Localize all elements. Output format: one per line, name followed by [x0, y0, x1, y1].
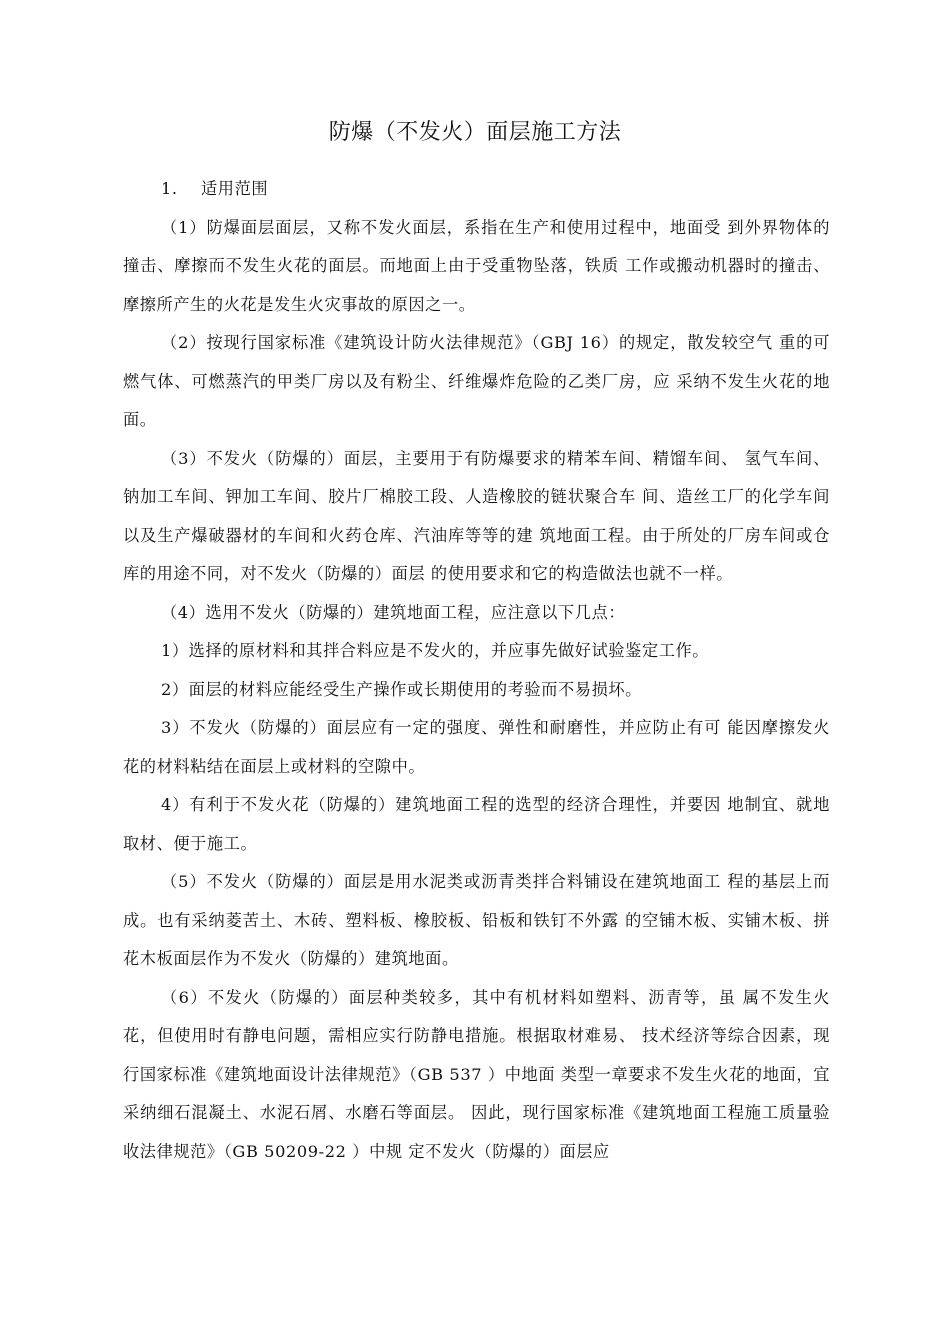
document-title: 防爆（不发火）面层施工方法	[328, 120, 622, 145]
list-item-2: 2）面层的材料应能经受生产操作或长期使用的考验而不易损坏。	[161, 679, 642, 699]
section-heading	[123, 170, 830, 209]
list-item-1: 1）选择的原材料和其拌合料应是不发火的，并应事先做好试验鉴定工作。	[161, 641, 710, 660]
paragraph-1: （1）防爆面层面层，又称不发火面层，系指在生产和使用过程中，地面受 到外界物体的撞击、摩擦而不发生火花的面层。而地面上由于受重物坠落，铁质 工作或搬动机器时的撞击、摩擦所产生的火花是发生火灾事故的原因之一。	[123, 217, 830, 314]
section-heading-text: 适用范围	[201, 179, 269, 198]
paragraph-2: （2）按现行国家标准《建筑设计防火法律规范》（GBJ 16）的规定，散发较空气 重的可燃气体、可燃蒸汽的甲类厂房以及有粉尘、纤维爆炸危险的乙类厂房，应 采纳不发生火花的地面。	[123, 333, 830, 429]
paragraph-4: （4）选用不发火（防爆的）建筑地面工程，应注意以下几点：	[161, 602, 626, 622]
section-number: 1.	[161, 179, 178, 198]
document-body	[123, 170, 830, 1171]
paragraph-5: （5）不发火（防爆的）面层是用水泥类或沥青类拌合料铺设在建筑地面工 程的基层上而成。也有采纳菱苦土、木砖、塑料板、橡胶板、铅板和铁钉不外露 的空铺木板、实铺木板、拼花木板面层作为不发火（防爆的）建筑地面。	[123, 872, 830, 968]
paragraph-6: （6）不发火（防爆的）面层种类较多，其中有机材料如塑料、沥青等，虽 属不发生火花，但使用时有静电问题，需相应实行防静电措施。根据取材难易、 技术经济等综合因素，现行国家标准《建筑地面设计法律规范》（GB 537 ）中地面 类型一章要求不发生火花的地面，宜采纳细石混凝土、水泥石屑、水磨石等面层。 因此，现行国家标准《建筑地面工程施工质量验收法律规范》（GB 50209-22 ）中规 定不发火（防爆的）面层应	[123, 987, 830, 1161]
paragraph-3: （3）不发火（防爆的）面层，主要用于有防爆要求的精苯车间、精馏车间、 氢气车间、钠加工车间、钾加工车间、胶片厂棉胶工段、人造橡胶的链状聚合车 间、造丝工厂的化学车间以及生产爆破器材的车间和火药仓库、汽油库等等的建 筑地面工程。由于所处的厂房车间或仓库的用途不同，对不发火（防爆的）面层 的使用要求和它的构造做法也就不一样。	[123, 448, 830, 583]
list-item-3: 3）不发火（防爆的）面层应有一定的强度、弹性和耐磨性，并应防止有可 能因摩擦发火花的材料粘结在面层上或材料的空隙中。	[123, 718, 830, 776]
list-item-4: 4）有利于不发火花（防爆的）建筑地面工程的选型的经济合理性，并要因 地制宜、就地取材、便于施工。	[123, 795, 830, 853]
